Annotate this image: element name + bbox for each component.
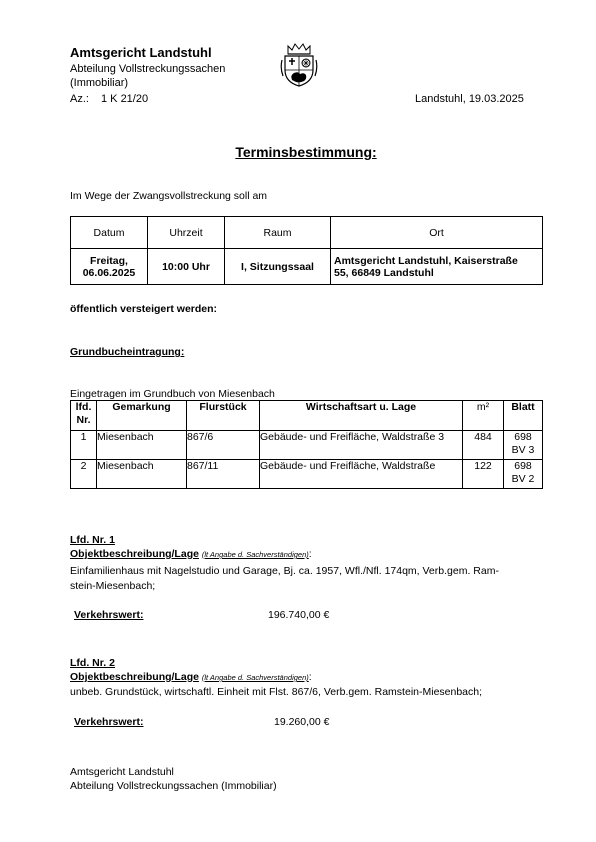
gb-blatt-nr: 698	[514, 460, 532, 472]
termin-header-datum: Datum	[71, 217, 148, 249]
place-date: Landstuhl, 19.03.2025	[415, 93, 524, 105]
grundbuch-table	[70, 400, 543, 489]
az-value: 1 K 21/20	[101, 93, 149, 105]
termin-header-uhrzeit: Uhrzeit	[148, 217, 225, 249]
gb-blatt-nr: 698	[514, 431, 532, 443]
department-line2: (Immobiliar)	[70, 77, 129, 89]
page-title: Terminsbestimmung:	[235, 144, 377, 160]
termin-ort	[331, 249, 543, 285]
gb-m2: 484	[463, 431, 504, 460]
gb-header-lage: Wirtschaftsart u. Lage	[260, 401, 463, 431]
objekt1-lfd: Lfd. Nr. 1	[70, 534, 115, 546]
department-line1: Abteilung Vollstreckungssachen	[70, 63, 226, 75]
gb-lage: Gebäude- und Freifläche, Waldstraße	[260, 460, 463, 489]
grundbuch-heading: Grundbucheintragung:	[70, 346, 185, 358]
objekt2-beschreibung-note: (lt Angabe d. Sachverständigen)	[201, 673, 309, 682]
table-row	[71, 460, 543, 489]
intro-text: Im Wege der Zwangsvollstreckung soll am	[70, 190, 268, 202]
objekt2-beschreibung-label: Objektbeschreibung/Lage	[70, 671, 199, 683]
termin-ort-line1: Amtsgericht Landstuhl, Kaiserstraße	[334, 254, 518, 267]
gb-lage: Gebäude- und Freifläche, Waldstraße 3	[260, 431, 463, 460]
gb-blatt-bv: BV 2	[511, 473, 535, 485]
termin-table	[70, 216, 543, 285]
termin-raum: I, Sitzungssaal	[225, 249, 331, 285]
gb-blatt	[504, 460, 543, 489]
gb-header-nr	[71, 401, 97, 431]
grundbuch-intro: Eingetragen im Grundbuch von Miesenbach	[70, 388, 275, 400]
gb-gemarkung: Miesenbach	[97, 460, 187, 489]
objekt1-text	[70, 564, 499, 594]
gb-blatt-bv: BV 3	[511, 444, 535, 456]
objekt2-wert-value: 19.260,00 €	[274, 716, 330, 728]
gb-nr: 1	[71, 431, 97, 460]
objekt2-lfd: Lfd. Nr. 2	[70, 657, 115, 669]
gb-flurstueck: 867/6	[187, 431, 260, 460]
objekt1-text-line2: stein-Miesenbach;	[70, 580, 156, 592]
gb-blatt	[504, 431, 543, 460]
objekt1-beschreibung-colon: :	[308, 548, 312, 560]
objekt1-wert-label: Verkehrswert:	[74, 609, 144, 621]
termin-header-raum: Raum	[225, 217, 331, 249]
termin-datum-line1: Freitag,	[90, 254, 128, 267]
gb-header-nr-line2: Nr.	[76, 414, 91, 426]
gb-header-flurstueck: Flurstück	[187, 401, 260, 431]
table-row	[71, 431, 543, 460]
objekt1-beschreibung-label: Objektbeschreibung/Lage	[70, 548, 199, 560]
gb-nr: 2	[71, 460, 97, 489]
court-name: Amtsgericht Landstuhl	[70, 45, 212, 60]
objekt1-text-line1: Einfamilienhaus mit Nagelstudio und Garage, Bj. ca. 1957, Wfl./Nfl. 174qm, Verb.gem. Ram-	[70, 565, 499, 577]
gb-gemarkung: Miesenbach	[97, 431, 187, 460]
footer-court: Amtsgericht Landstuhl	[70, 766, 174, 778]
objekt2-beschreibung-colon: :	[308, 671, 312, 683]
termin-datum-line2: 06.06.2025	[82, 266, 136, 279]
gb-m2: 122	[463, 460, 504, 489]
objekt1-wert-value: 196.740,00 €	[268, 609, 330, 621]
gb-header-nr-line1: lfd.	[75, 401, 92, 413]
objekt1-beschreibung-heading	[70, 548, 312, 560]
objekt2-text-line1: unbeb. Grundstück, wirtschaftl. Einheit mit Flst. 867/6, Verb.gem. Ramstein-Miesenbach;	[70, 686, 483, 698]
gb-header-blatt: Blatt	[504, 401, 543, 431]
az-label: Az.:	[70, 93, 89, 105]
objekt2-wert-label: Verkehrswert:	[74, 716, 144, 728]
termin-header-ort: Ort	[331, 217, 543, 249]
gb-flurstueck: 867/11	[187, 460, 260, 489]
objekt2-beschreibung-heading	[70, 671, 312, 683]
termin-uhrzeit: 10:00 Uhr	[148, 249, 225, 285]
versteigert-text: öffentlich versteigert werden:	[70, 303, 218, 315]
termin-datum	[71, 249, 148, 285]
coat-of-arms-icon	[280, 42, 318, 88]
gb-header-gemarkung: Gemarkung	[97, 401, 187, 431]
footer-department: Abteilung Vollstreckungssachen (Immobiliar)	[70, 780, 277, 792]
termin-ort-line2: 55, 66849 Landstuhl	[334, 266, 434, 279]
objekt1-beschreibung-note: (lt Angabe d. Sachverständigen)	[201, 550, 309, 559]
gb-header-m2: m²	[463, 401, 504, 431]
